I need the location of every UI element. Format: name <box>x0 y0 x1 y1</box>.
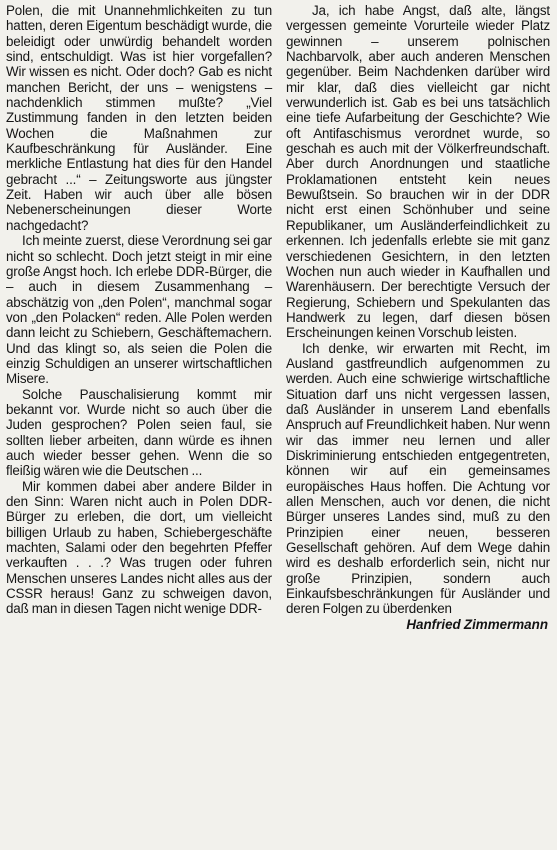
article-paragraph: Ich denke, wir erwarten mit Recht, im Ausland gastfreundlich aufgenommen zu werden. Auch eine schwierige wirtschaftliche Situation darf uns nicht vergessen lassen, daß Ausländer in unserem Land ebenfalls Anspruch auf Freundlichkeit haben. Nur wenn wir das immer neu lernen und aller Diskriminierung entschieden entgegentreten, können wir auf ein gemeinsames europäisches Haus hoffen. Die Achtung vor allen Menschen, auch vor denen, die nicht Bürger unseres Landes sind, muß zu den Prinzipien einer neuen, besseren Gesellschaft gehören. Auf dem Wege dahin wird es deshalb erforderlich sein, nicht nur große Prinzipien, sondern auch Einkaufsbeschränkungen für Ausländer und deren Folgen zu überdenken <box>286 340 550 617</box>
article-column-left <box>6 3 272 617</box>
article-column-right <box>286 3 550 632</box>
article-paragraph: Mir kommen dabei aber andere Bilder in den Sinn: Waren nicht auch in Polen DDR-Bürger zu erleben, die dort, um vielleicht billigen Urlaub zu haben, Schiebergeschäfte machten, Salami oder den begehrten Pfeffer verkauften . . .? Was trugen oder fuhren Menschen unseres Landes nicht alles aus der CSSR heraus! Ganz zu schweigen davon, daß man in diesen Tagen nicht wenige DDR- <box>6 478 272 617</box>
article-author: Hanfried Zimmermann <box>406 616 548 632</box>
article-paragraph: Ja, ich habe Angst, daß alte, längst vergessen gemeinte Vorurteile wieder Platz gewinnen – unserem polnischen Nachbarvolk, aber auch anderen Menschen gegenüber. Beim Nachdenken darüber wird mir klar, daß dies vielleicht gar nicht verwunderlich ist. Gab es bei uns tatsächlich eine tiefe Aufarbeitung der Geschichte? Wie oft Antifaschismus verordnet wurde, so geschah es auch mit der Völkerfreundschaft. Aber durch Anordnungen und staatliche Proklamationen entsteht kein neues Bewußtsein. So brauchen wir in der DDR nicht erst einen Schönhuber und seine Republikaner, um Ausländerfeindlichkeit zu erkennen. Ich jedenfalls erlebte sie mit ganz verschiedenen Gesichtern, in den letzten Wochen nun auch wieder in Kaufhallen und Warenhäusern. Der berechtigte Versuch der Regierung, Schiebern und Spekulanten das Handwerk zu legen, darf diesen bösen Erscheinungen keinen Vorschub leisten. <box>286 3 550 341</box>
article-paragraph: Polen, die mit Unannehmlichkeiten zu tun hatten, deren Eigentum beschädigt wurde, die beleidigt oder unwürdig behandelt worden sind, entschuldigt. Was ist hier vorgefallen? Wir wissen es nicht. Oder doch? Gab es nicht manchen Bericht, der uns – wenigstens – nachdenklich stimmen mußte? „Viel Zustimmung fanden in den letzten beiden Wochen die Maßnahmen zur Kaufbeschränkung für Ausländer. Eine merkliche Entlastung hat dies für den Handel gebracht ...“ – Zeitungsworte aus jüngster Zeit. Haben wir auch über alle bösen Nebenerscheinungen dieser Worte nachgedacht? <box>6 3 272 233</box>
article-paragraph: Ich meinte zuerst, diese Verordnung sei gar nicht so schlecht. Doch jetzt steigt in mir eine große Angst hoch. Ich erlebe DDR-Bürger, die – auch in diesem Zusammenhang – abschätzig von „den Polen“, manchmal sogar von „den Polacken“ reden. Alle Polen werden dann leicht zu Schiebern, Geschäftemachern. Und das klingt so, als seien die Polen die einzig Schuldigen an unserer wirtschaftlichen Misere. <box>6 233 272 387</box>
article-paragraph: Solche Pauschalisierung kommt mir bekannt vor. Wurde nicht so auch über die Juden gesprochen? Polen seien faul, sie sollten lieber arbeiten, dann würde es ihnen auch wieder besser gehen. Wenn die so fleißig wären wie die Deutschen ... <box>6 386 272 479</box>
column-gutter <box>278 0 279 850</box>
